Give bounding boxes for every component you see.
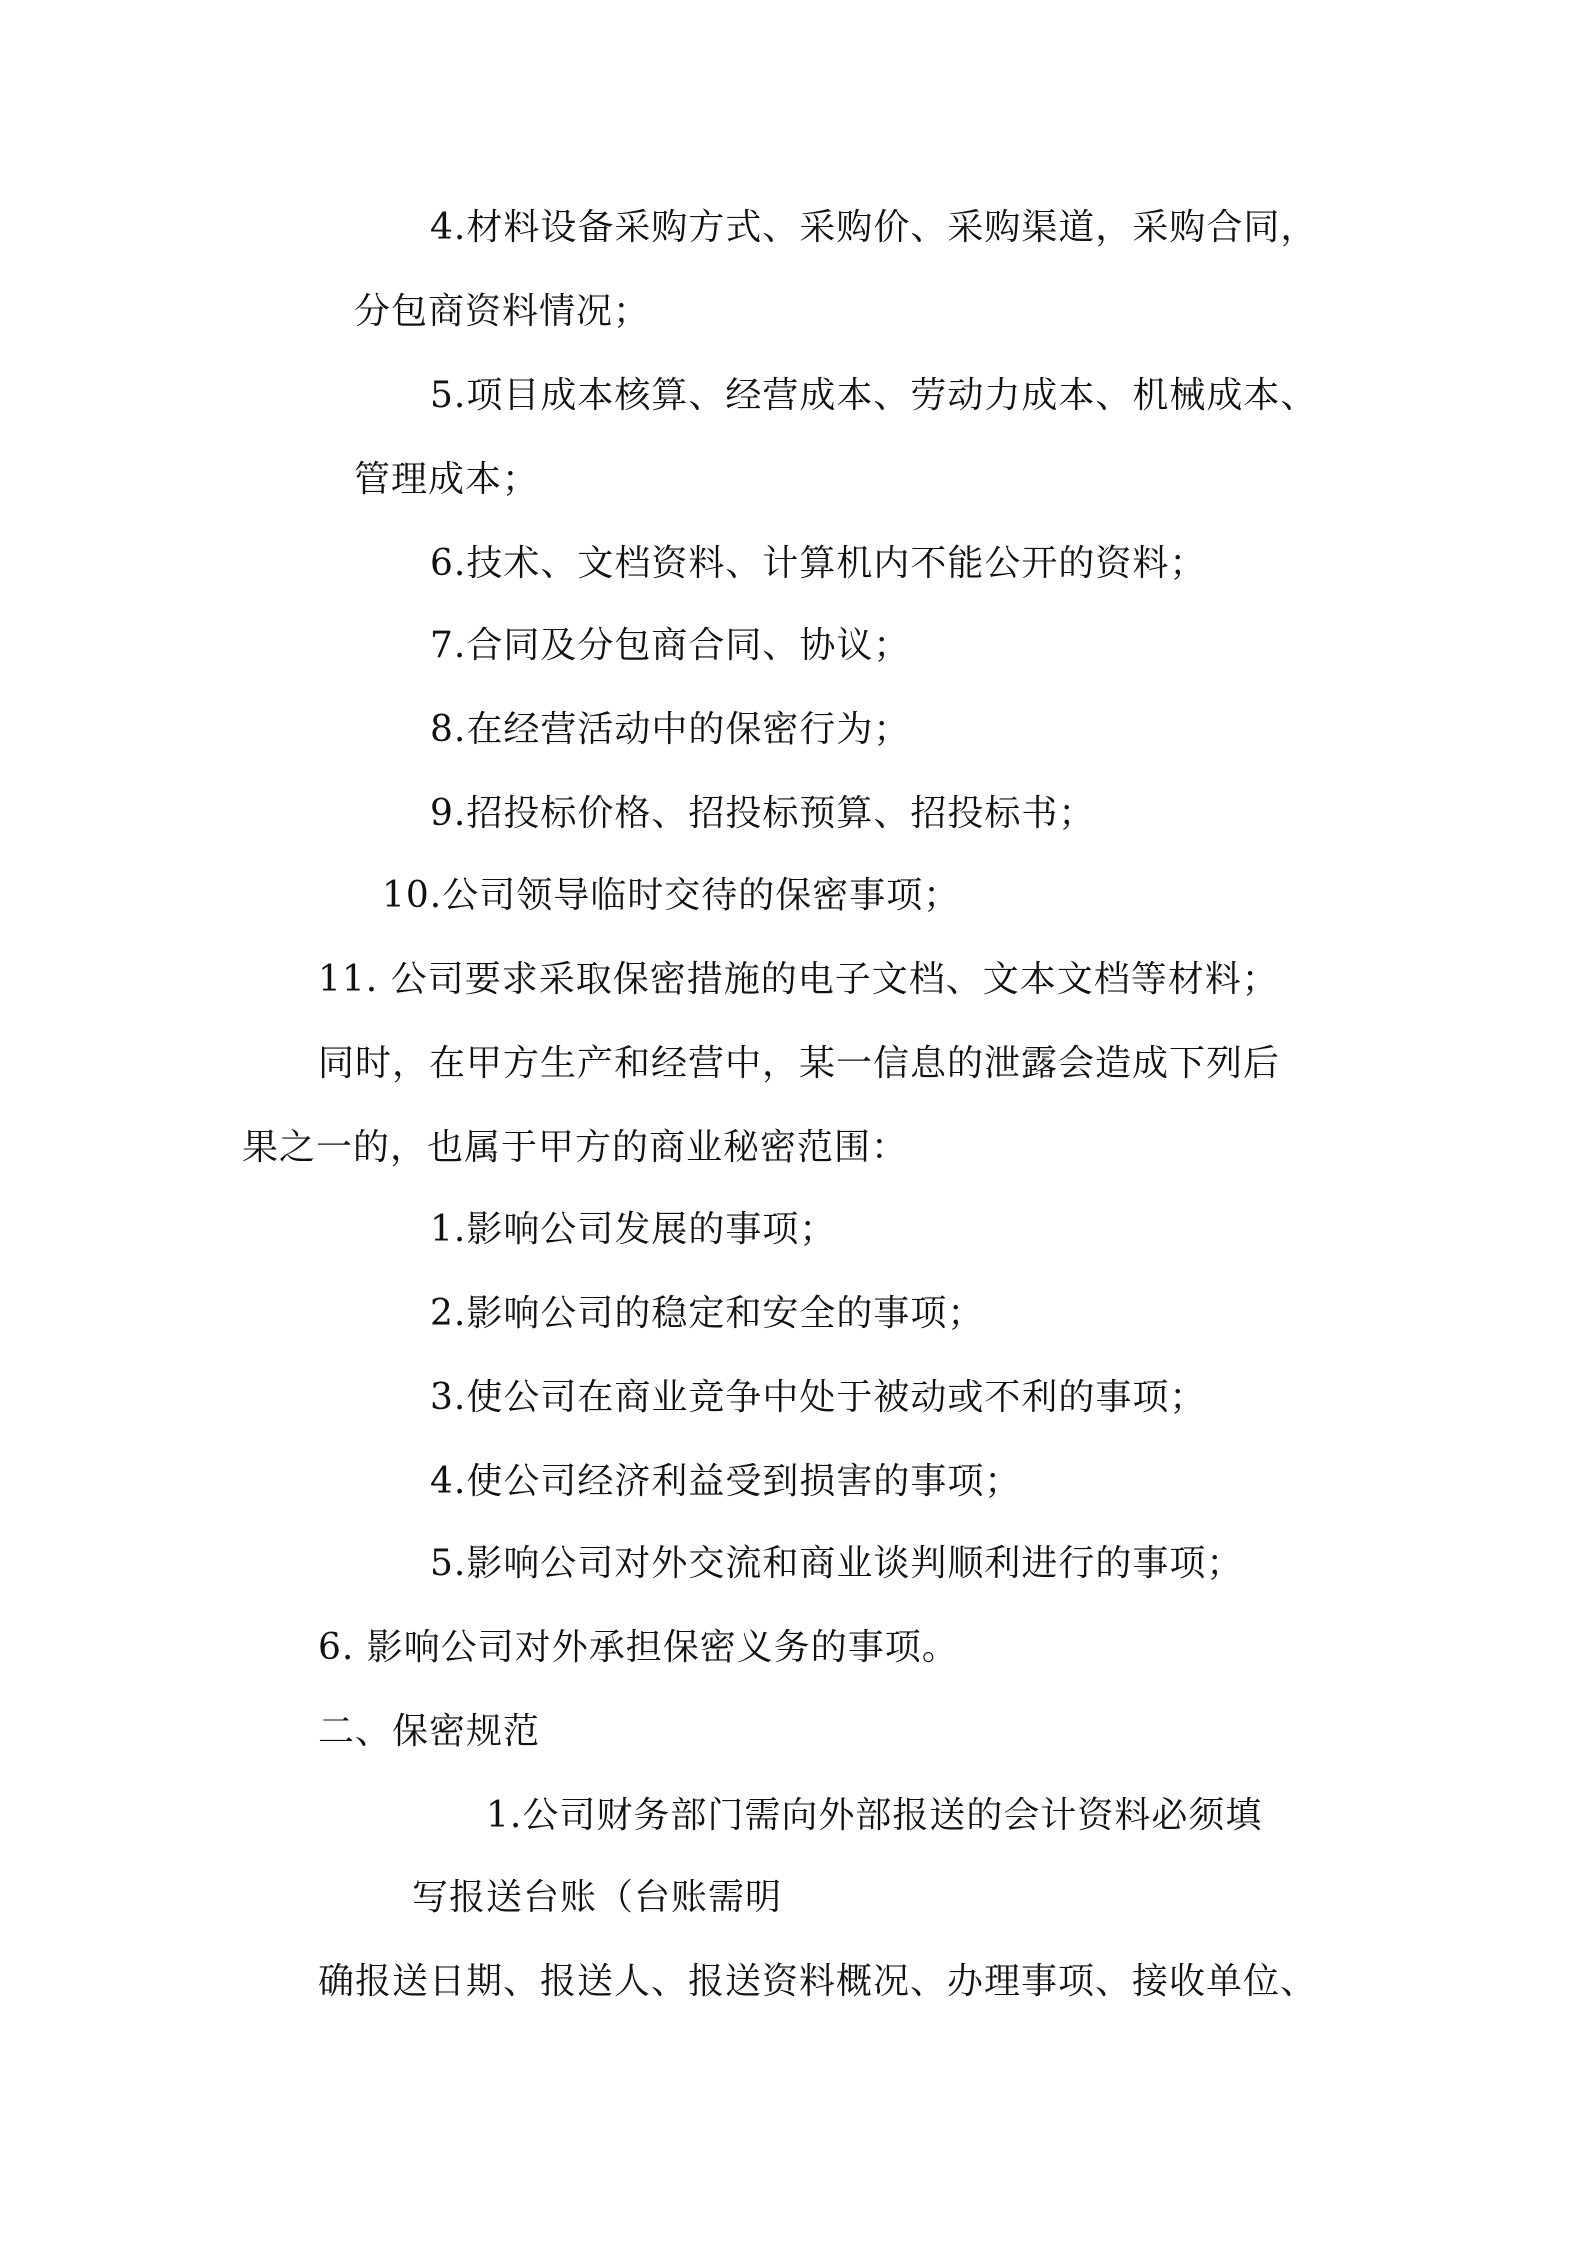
item-text: 招投标价格、招投标预算、招投标书； [466, 793, 1096, 834]
section-heading-text: 二、保密规范 [318, 1711, 541, 1752]
list-item [430, 790, 1095, 838]
item-text: 影响公司对外交流和商业谈判顺利进行的事项； [466, 1543, 1244, 1584]
item-number: 5. [430, 375, 467, 416]
item-text: 公司要求采取保密措施的电子文档、文本文档等材料； [390, 959, 1279, 1000]
paragraph-text: 果之一的，也属于甲方的商业秘密范围： [242, 1127, 909, 1168]
paragraph-line [318, 1040, 1280, 1088]
item-text: 写报送台账（台账需明 [412, 1877, 783, 1918]
list-item [430, 372, 1317, 420]
item-number: 9. [430, 793, 467, 834]
section-heading [318, 1708, 540, 1756]
list-item-continuation [354, 288, 650, 336]
list-item [430, 204, 1317, 252]
item-text: 使公司在商业竞争中处于被动或不利的事项； [466, 1377, 1207, 1418]
item-number: 1. [430, 1209, 467, 1250]
item-number: 6. [430, 543, 467, 584]
item-number: 5. [430, 1543, 467, 1584]
item-text: 影响公司发展的事项； [466, 1209, 837, 1250]
list-item [318, 956, 1279, 1004]
list-item-continuation [354, 456, 539, 504]
list-item-continuation [318, 1958, 1317, 2006]
list-item [430, 1540, 1243, 1588]
list-item [430, 1458, 1021, 1506]
list-item [430, 1206, 836, 1254]
list-item [430, 1290, 984, 1338]
item-text: 公司财务部门需向外部报送的会计资料必须填 [522, 1795, 1263, 1836]
list-item [430, 1374, 1206, 1422]
item-number: 7. [430, 625, 467, 666]
item-text: 项目成本核算、经营成本、劳动力成本、机械成本、 [466, 375, 1318, 416]
item-number: 2. [430, 1293, 467, 1334]
item-number: 4. [430, 1461, 467, 1502]
item-text: 技术、文档资料、计算机内不能公开的资料； [466, 543, 1207, 584]
item-number: 1. [486, 1795, 523, 1836]
list-item [382, 872, 960, 920]
list-item [318, 1624, 959, 1672]
item-text: 分包商资料情况； [354, 291, 651, 332]
item-number: 11. [318, 959, 391, 1000]
item-number: 4. [430, 207, 467, 248]
item-text: 确报送日期、报送人、报送资料概况、办理事项、接收单位、 [318, 1961, 1318, 2002]
list-item [430, 622, 910, 670]
item-text: 使公司经济利益受到损害的事项； [466, 1461, 1022, 1502]
item-text: 公司领导临时交待的保密事项； [442, 875, 961, 916]
item-text: 管理成本； [354, 459, 540, 500]
paragraph-text: 同时，在甲方生产和经营中，某一信息的泄露会造成下列后 [318, 1043, 1281, 1084]
list-item [430, 706, 910, 754]
item-text: 影响公司的稳定和安全的事项； [466, 1293, 985, 1334]
paragraph-line [242, 1124, 908, 1172]
item-text: 材料设备采购方式、采购价、采购渠道，采购合同， [466, 207, 1318, 248]
item-number: 3. [430, 1377, 467, 1418]
item-text: 在经营活动中的保密行为； [466, 709, 911, 750]
item-number: 10. [382, 875, 443, 916]
item-text: 影响公司对外承担保密义务的事项。 [366, 1627, 959, 1668]
item-number: 6. [318, 1627, 367, 1668]
list-item [486, 1792, 1262, 1840]
list-item-continuation [412, 1874, 782, 1922]
item-number: 8. [430, 709, 467, 750]
list-item [430, 540, 1206, 588]
item-text: 合同及分包商合同、协议； [466, 625, 911, 666]
